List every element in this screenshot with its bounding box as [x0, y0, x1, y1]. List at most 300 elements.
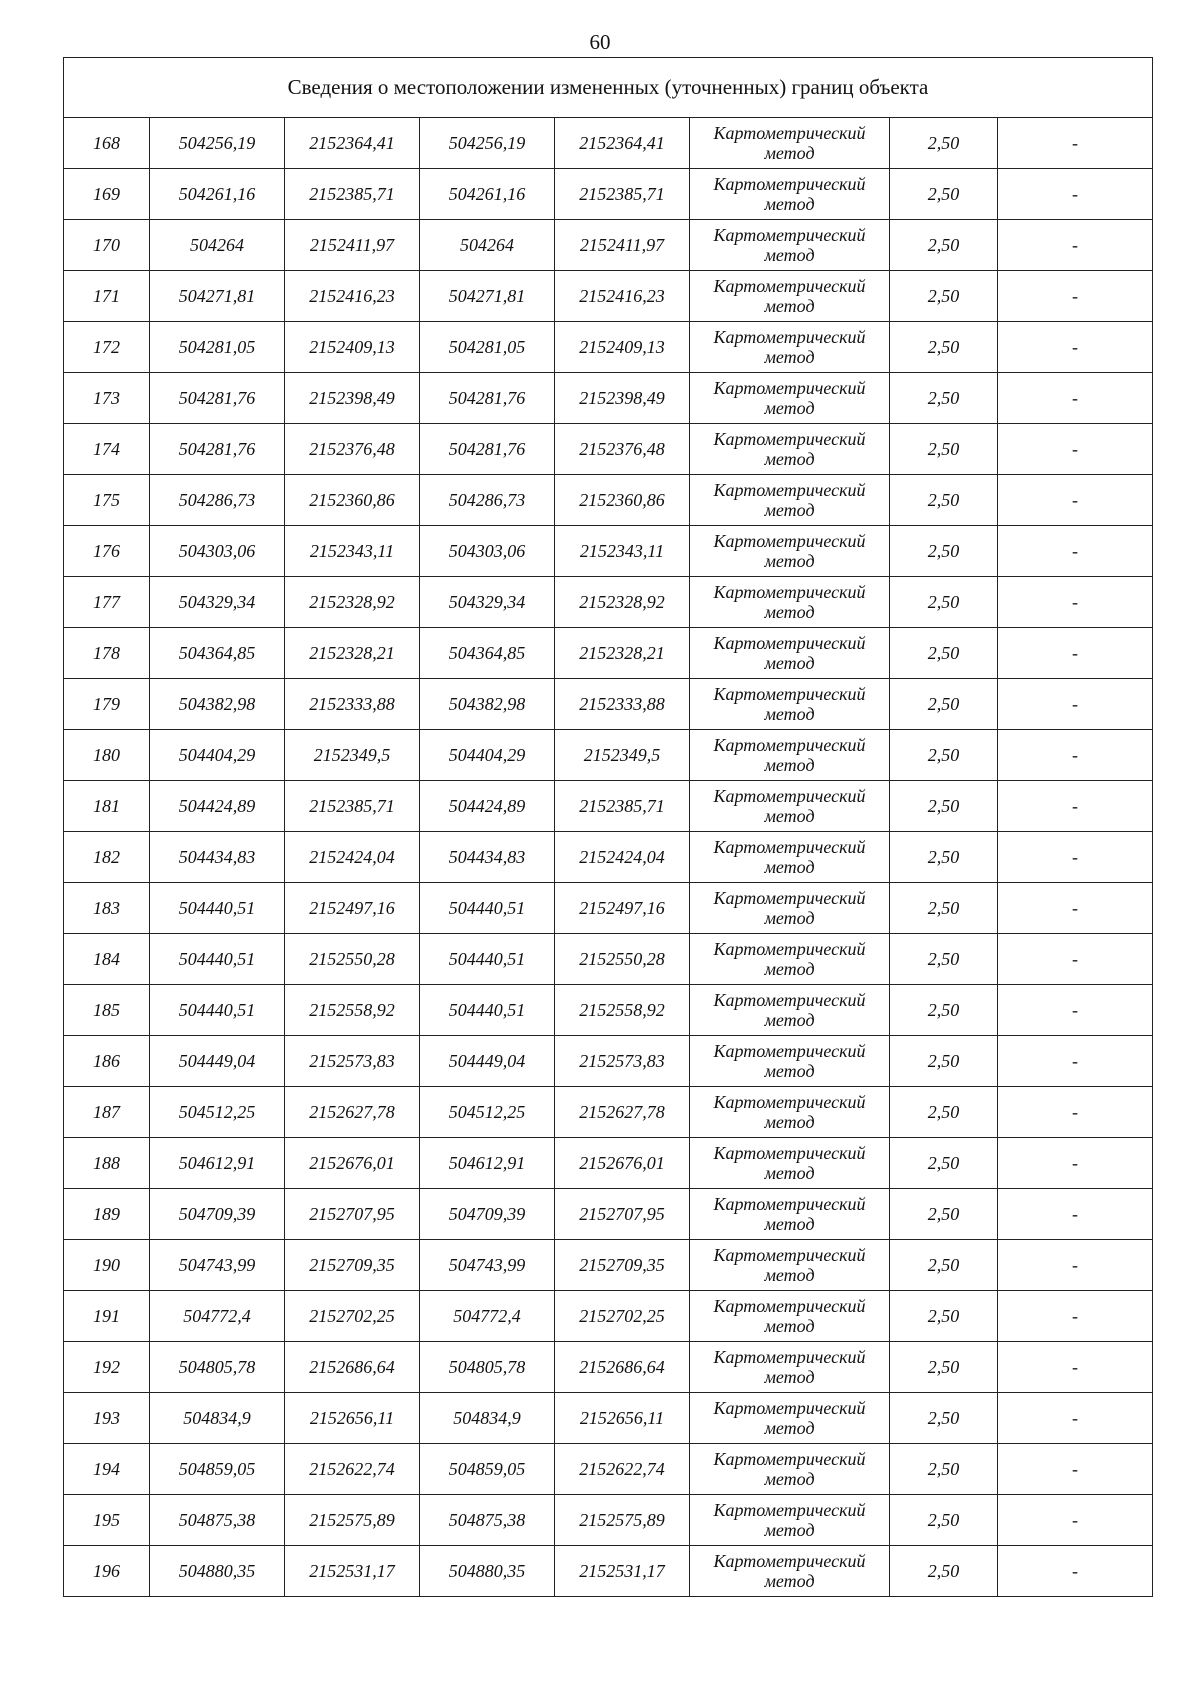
point-number-cell: 170 — [64, 220, 150, 271]
point-number-cell: 179 — [64, 679, 150, 730]
point-number-cell: 186 — [64, 1036, 150, 1087]
accuracy-cell: 2,50 — [890, 1393, 998, 1444]
table-row — [64, 985, 1153, 1036]
x-coordinate-existing-cell: 504709,39 — [150, 1189, 285, 1240]
coordinates-table — [63, 57, 1153, 1597]
table-row — [64, 934, 1153, 985]
x-coordinate-existing-cell: 504281,05 — [150, 322, 285, 373]
accuracy-cell: 2,50 — [890, 883, 998, 934]
accuracy-cell: 2,50 — [890, 424, 998, 475]
x-coordinate-refined-cell: 504772,4 — [420, 1291, 555, 1342]
method-cell — [690, 322, 890, 373]
method-line-1: Картометрический — [713, 990, 866, 1010]
accuracy-cell: 2,50 — [890, 169, 998, 220]
x-coordinate-refined-cell: 504281,76 — [420, 373, 555, 424]
accuracy-cell: 2,50 — [890, 373, 998, 424]
x-coordinate-existing-cell: 504859,05 — [150, 1444, 285, 1495]
y-coordinate-existing-cell: 2152709,35 — [285, 1240, 420, 1291]
accuracy-cell: 2,50 — [890, 1240, 998, 1291]
note-cell: - — [998, 1444, 1153, 1495]
method-line-1: Картометрический — [713, 939, 866, 959]
method-cell — [690, 1393, 890, 1444]
accuracy-cell: 2,50 — [890, 1291, 998, 1342]
note-cell: - — [998, 1087, 1153, 1138]
table-row — [64, 883, 1153, 934]
x-coordinate-refined-cell: 504281,05 — [420, 322, 555, 373]
x-coordinate-refined-cell: 504440,51 — [420, 934, 555, 985]
method-line-2: метод — [764, 1163, 815, 1183]
y-coordinate-refined-cell: 2152424,04 — [555, 832, 690, 883]
table-row — [64, 169, 1153, 220]
y-coordinate-existing-cell: 2152328,92 — [285, 577, 420, 628]
method-line-1: Картометрический — [713, 1143, 866, 1163]
note-cell: - — [998, 730, 1153, 781]
method-cell — [690, 526, 890, 577]
y-coordinate-existing-cell: 2152702,25 — [285, 1291, 420, 1342]
note-cell: - — [998, 322, 1153, 373]
point-number-cell: 183 — [64, 883, 150, 934]
y-coordinate-refined-cell: 2152622,74 — [555, 1444, 690, 1495]
method-cell — [690, 169, 890, 220]
table-row — [64, 118, 1153, 169]
y-coordinate-existing-cell: 2152550,28 — [285, 934, 420, 985]
x-coordinate-refined-cell: 504382,98 — [420, 679, 555, 730]
point-number-cell: 174 — [64, 424, 150, 475]
table-row — [64, 1342, 1153, 1393]
method-line-1: Картометрический — [713, 1194, 866, 1214]
table-row — [64, 1291, 1153, 1342]
y-coordinate-refined-cell: 2152676,01 — [555, 1138, 690, 1189]
note-cell: - — [998, 220, 1153, 271]
x-coordinate-existing-cell: 504512,25 — [150, 1087, 285, 1138]
x-coordinate-existing-cell: 504424,89 — [150, 781, 285, 832]
table-row — [64, 322, 1153, 373]
table-row — [64, 679, 1153, 730]
note-cell: - — [998, 424, 1153, 475]
method-line-2: метод — [764, 1520, 815, 1540]
y-coordinate-refined-cell: 2152385,71 — [555, 781, 690, 832]
method-line-2: метод — [764, 959, 815, 979]
method-line-2: метод — [764, 1418, 815, 1438]
table-row — [64, 1393, 1153, 1444]
x-coordinate-refined-cell: 504449,04 — [420, 1036, 555, 1087]
y-coordinate-existing-cell: 2152364,41 — [285, 118, 420, 169]
point-number-cell: 194 — [64, 1444, 150, 1495]
x-coordinate-refined-cell: 504286,73 — [420, 475, 555, 526]
x-coordinate-refined-cell: 504512,25 — [420, 1087, 555, 1138]
method-line-2: метод — [764, 449, 815, 469]
note-cell: - — [998, 1240, 1153, 1291]
method-line-1: Картометрический — [713, 888, 866, 908]
table-row — [64, 1189, 1153, 1240]
method-cell — [690, 883, 890, 934]
note-cell: - — [998, 985, 1153, 1036]
x-coordinate-existing-cell: 504281,76 — [150, 373, 285, 424]
accuracy-cell: 2,50 — [890, 628, 998, 679]
y-coordinate-existing-cell: 2152349,5 — [285, 730, 420, 781]
x-coordinate-existing-cell: 504440,51 — [150, 934, 285, 985]
method-cell — [690, 1495, 890, 1546]
x-coordinate-existing-cell: 504434,83 — [150, 832, 285, 883]
y-coordinate-refined-cell: 2152416,23 — [555, 271, 690, 322]
method-line-2: метод — [764, 1316, 815, 1336]
y-coordinate-refined-cell: 2152385,71 — [555, 169, 690, 220]
table-row — [64, 781, 1153, 832]
method-line-1: Картометрический — [713, 837, 866, 857]
note-cell: - — [998, 1546, 1153, 1597]
method-cell — [690, 1036, 890, 1087]
method-line-2: метод — [764, 1367, 815, 1387]
x-coordinate-existing-cell: 504805,78 — [150, 1342, 285, 1393]
method-line-2: метод — [764, 602, 815, 622]
accuracy-cell: 2,50 — [890, 1189, 998, 1240]
x-coordinate-existing-cell: 504271,81 — [150, 271, 285, 322]
y-coordinate-existing-cell: 2152385,71 — [285, 781, 420, 832]
y-coordinate-refined-cell: 2152627,78 — [555, 1087, 690, 1138]
note-cell: - — [998, 1342, 1153, 1393]
y-coordinate-existing-cell: 2152531,17 — [285, 1546, 420, 1597]
accuracy-cell: 2,50 — [890, 781, 998, 832]
method-line-1: Картометрический — [713, 633, 866, 653]
x-coordinate-existing-cell: 504743,99 — [150, 1240, 285, 1291]
table-row — [64, 1240, 1153, 1291]
note-cell: - — [998, 526, 1153, 577]
method-cell — [690, 373, 890, 424]
accuracy-cell: 2,50 — [890, 985, 998, 1036]
point-number-cell: 189 — [64, 1189, 150, 1240]
method-line-1: Картометрический — [713, 735, 866, 755]
table-row — [64, 730, 1153, 781]
table-title-row — [64, 58, 1153, 118]
x-coordinate-existing-cell: 504880,35 — [150, 1546, 285, 1597]
method-line-2: метод — [764, 398, 815, 418]
point-number-cell: 196 — [64, 1546, 150, 1597]
y-coordinate-refined-cell: 2152398,49 — [555, 373, 690, 424]
table-row — [64, 1546, 1153, 1597]
point-number-cell: 169 — [64, 169, 150, 220]
method-line-2: метод — [764, 551, 815, 571]
x-coordinate-existing-cell: 504364,85 — [150, 628, 285, 679]
accuracy-cell: 2,50 — [890, 220, 998, 271]
x-coordinate-existing-cell: 504264 — [150, 220, 285, 271]
method-line-1: Картометрический — [713, 327, 866, 347]
accuracy-cell: 2,50 — [890, 934, 998, 985]
x-coordinate-refined-cell: 504805,78 — [420, 1342, 555, 1393]
method-cell — [690, 985, 890, 1036]
method-line-1: Картометрический — [713, 1347, 866, 1367]
method-cell — [690, 475, 890, 526]
y-coordinate-existing-cell: 2152573,83 — [285, 1036, 420, 1087]
y-coordinate-refined-cell: 2152686,64 — [555, 1342, 690, 1393]
note-cell: - — [998, 373, 1153, 424]
table-row — [64, 220, 1153, 271]
method-line-2: метод — [764, 908, 815, 928]
method-line-2: метод — [764, 296, 815, 316]
method-line-1: Картометрический — [713, 1245, 866, 1265]
method-cell — [690, 577, 890, 628]
method-line-1: Картометрический — [713, 123, 866, 143]
y-coordinate-existing-cell: 2152558,92 — [285, 985, 420, 1036]
method-line-1: Картометрический — [713, 429, 866, 449]
note-cell: - — [998, 628, 1153, 679]
method-line-1: Картометрический — [713, 1041, 866, 1061]
x-coordinate-refined-cell: 504834,9 — [420, 1393, 555, 1444]
method-line-1: Картометрический — [713, 582, 866, 602]
accuracy-cell: 2,50 — [890, 1036, 998, 1087]
y-coordinate-refined-cell: 2152333,88 — [555, 679, 690, 730]
method-line-2: метод — [764, 1061, 815, 1081]
y-coordinate-refined-cell: 2152328,92 — [555, 577, 690, 628]
method-line-2: метод — [764, 1010, 815, 1030]
method-line-2: метод — [764, 857, 815, 877]
point-number-cell: 176 — [64, 526, 150, 577]
accuracy-cell: 2,50 — [890, 271, 998, 322]
x-coordinate-refined-cell: 504743,99 — [420, 1240, 555, 1291]
method-cell — [690, 1444, 890, 1495]
point-number-cell: 195 — [64, 1495, 150, 1546]
method-line-2: метод — [764, 245, 815, 265]
table-row — [64, 1495, 1153, 1546]
x-coordinate-refined-cell: 504859,05 — [420, 1444, 555, 1495]
y-coordinate-existing-cell: 2152627,78 — [285, 1087, 420, 1138]
x-coordinate-refined-cell: 504880,35 — [420, 1546, 555, 1597]
y-coordinate-refined-cell: 2152328,21 — [555, 628, 690, 679]
y-coordinate-refined-cell: 2152573,83 — [555, 1036, 690, 1087]
y-coordinate-existing-cell: 2152416,23 — [285, 271, 420, 322]
note-cell: - — [998, 577, 1153, 628]
point-number-cell: 192 — [64, 1342, 150, 1393]
note-cell: - — [998, 1393, 1153, 1444]
point-number-cell: 188 — [64, 1138, 150, 1189]
point-number-cell: 177 — [64, 577, 150, 628]
table-row — [64, 1036, 1153, 1087]
method-cell — [690, 628, 890, 679]
table-row — [64, 1444, 1153, 1495]
x-coordinate-refined-cell: 504264 — [420, 220, 555, 271]
method-cell — [690, 1138, 890, 1189]
y-coordinate-existing-cell: 2152333,88 — [285, 679, 420, 730]
y-coordinate-existing-cell: 2152409,13 — [285, 322, 420, 373]
x-coordinate-refined-cell: 504709,39 — [420, 1189, 555, 1240]
y-coordinate-existing-cell: 2152385,71 — [285, 169, 420, 220]
point-number-cell: 172 — [64, 322, 150, 373]
point-number-cell: 193 — [64, 1393, 150, 1444]
method-line-2: метод — [764, 806, 815, 826]
accuracy-cell: 2,50 — [890, 1138, 998, 1189]
method-cell — [690, 118, 890, 169]
x-coordinate-refined-cell: 504364,85 — [420, 628, 555, 679]
table-row — [64, 628, 1153, 679]
method-line-1: Картометрический — [713, 1398, 866, 1418]
x-coordinate-existing-cell: 504772,4 — [150, 1291, 285, 1342]
method-line-2: метод — [764, 1214, 815, 1234]
y-coordinate-refined-cell: 2152409,13 — [555, 322, 690, 373]
y-coordinate-existing-cell: 2152376,48 — [285, 424, 420, 475]
table-row — [64, 424, 1153, 475]
x-coordinate-existing-cell: 504303,06 — [150, 526, 285, 577]
method-line-1: Картометрический — [713, 1296, 866, 1316]
point-number-cell: 181 — [64, 781, 150, 832]
method-line-1: Картометрический — [713, 174, 866, 194]
point-number-cell: 185 — [64, 985, 150, 1036]
x-coordinate-existing-cell: 504834,9 — [150, 1393, 285, 1444]
table-row — [64, 271, 1153, 322]
point-number-cell: 191 — [64, 1291, 150, 1342]
y-coordinate-existing-cell: 2152424,04 — [285, 832, 420, 883]
point-number-cell: 171 — [64, 271, 150, 322]
method-cell — [690, 1546, 890, 1597]
x-coordinate-refined-cell: 504404,29 — [420, 730, 555, 781]
y-coordinate-refined-cell: 2152575,89 — [555, 1495, 690, 1546]
method-line-1: Картометрический — [713, 480, 866, 500]
x-coordinate-existing-cell: 504329,34 — [150, 577, 285, 628]
method-line-1: Картометрический — [713, 1449, 866, 1469]
x-coordinate-refined-cell: 504434,83 — [420, 832, 555, 883]
x-coordinate-existing-cell: 504404,29 — [150, 730, 285, 781]
y-coordinate-existing-cell: 2152656,11 — [285, 1393, 420, 1444]
accuracy-cell: 2,50 — [890, 526, 998, 577]
note-cell: - — [998, 475, 1153, 526]
method-cell — [690, 1189, 890, 1240]
x-coordinate-refined-cell: 504329,34 — [420, 577, 555, 628]
y-coordinate-refined-cell: 2152343,11 — [555, 526, 690, 577]
y-coordinate-refined-cell: 2152702,25 — [555, 1291, 690, 1342]
method-cell — [690, 220, 890, 271]
y-coordinate-refined-cell: 2152709,35 — [555, 1240, 690, 1291]
y-coordinate-existing-cell: 2152686,64 — [285, 1342, 420, 1393]
table-row — [64, 1138, 1153, 1189]
method-cell — [690, 781, 890, 832]
x-coordinate-refined-cell: 504612,91 — [420, 1138, 555, 1189]
note-cell: - — [998, 1189, 1153, 1240]
point-number-cell: 187 — [64, 1087, 150, 1138]
table-row — [64, 577, 1153, 628]
accuracy-cell: 2,50 — [890, 832, 998, 883]
method-line-1: Картометрический — [713, 531, 866, 551]
point-number-cell: 168 — [64, 118, 150, 169]
method-line-1: Картометрический — [713, 378, 866, 398]
x-coordinate-existing-cell: 504449,04 — [150, 1036, 285, 1087]
x-coordinate-refined-cell: 504440,51 — [420, 883, 555, 934]
y-coordinate-existing-cell: 2152676,01 — [285, 1138, 420, 1189]
method-line-1: Картометрический — [713, 225, 866, 245]
note-cell: - — [998, 781, 1153, 832]
table-row — [64, 475, 1153, 526]
page-number: 60 — [589, 30, 611, 54]
x-coordinate-refined-cell: 504424,89 — [420, 781, 555, 832]
method-line-2: метод — [764, 704, 815, 724]
method-cell — [690, 934, 890, 985]
method-cell — [690, 271, 890, 322]
point-number-cell: 175 — [64, 475, 150, 526]
y-coordinate-existing-cell: 2152707,95 — [285, 1189, 420, 1240]
x-coordinate-existing-cell: 504382,98 — [150, 679, 285, 730]
point-number-cell: 184 — [64, 934, 150, 985]
x-coordinate-existing-cell: 504256,19 — [150, 118, 285, 169]
table-title: Сведения о местоположении измененных (уточненных) границ объекта — [64, 58, 1153, 118]
note-cell: - — [998, 883, 1153, 934]
method-cell — [690, 1240, 890, 1291]
accuracy-cell: 2,50 — [890, 1495, 998, 1546]
note-cell: - — [998, 1036, 1153, 1087]
method-line-1: Картометрический — [713, 276, 866, 296]
method-cell — [690, 1291, 890, 1342]
table-row — [64, 1087, 1153, 1138]
x-coordinate-existing-cell: 504261,16 — [150, 169, 285, 220]
note-cell: - — [998, 679, 1153, 730]
x-coordinate-existing-cell: 504612,91 — [150, 1138, 285, 1189]
y-coordinate-refined-cell: 2152497,16 — [555, 883, 690, 934]
point-number-cell: 182 — [64, 832, 150, 883]
method-line-1: Картометрический — [713, 786, 866, 806]
method-line-1: Картометрический — [713, 1500, 866, 1520]
note-cell: - — [998, 118, 1153, 169]
accuracy-cell: 2,50 — [890, 1087, 998, 1138]
method-line-2: метод — [764, 143, 815, 163]
method-line-2: метод — [764, 755, 815, 775]
method-cell — [690, 424, 890, 475]
point-number-cell: 178 — [64, 628, 150, 679]
method-cell — [690, 679, 890, 730]
method-line-2: метод — [764, 347, 815, 367]
y-coordinate-refined-cell: 2152550,28 — [555, 934, 690, 985]
note-cell: - — [998, 169, 1153, 220]
note-cell: - — [998, 271, 1153, 322]
y-coordinate-refined-cell: 2152531,17 — [555, 1546, 690, 1597]
accuracy-cell: 2,50 — [890, 475, 998, 526]
method-line-2: метод — [764, 1469, 815, 1489]
method-line-2: метод — [764, 1265, 815, 1285]
y-coordinate-existing-cell: 2152411,97 — [285, 220, 420, 271]
method-line-1: Картометрический — [713, 684, 866, 704]
y-coordinate-existing-cell: 2152497,16 — [285, 883, 420, 934]
accuracy-cell: 2,50 — [890, 679, 998, 730]
accuracy-cell: 2,50 — [890, 322, 998, 373]
accuracy-cell: 2,50 — [890, 577, 998, 628]
method-cell — [690, 1087, 890, 1138]
accuracy-cell: 2,50 — [890, 730, 998, 781]
y-coordinate-refined-cell: 2152364,41 — [555, 118, 690, 169]
table-row — [64, 373, 1153, 424]
accuracy-cell: 2,50 — [890, 1342, 998, 1393]
y-coordinate-refined-cell: 2152558,92 — [555, 985, 690, 1036]
accuracy-cell: 2,50 — [890, 1546, 998, 1597]
note-cell: - — [998, 1291, 1153, 1342]
y-coordinate-refined-cell: 2152349,5 — [555, 730, 690, 781]
table-row — [64, 832, 1153, 883]
x-coordinate-refined-cell: 504256,19 — [420, 118, 555, 169]
y-coordinate-existing-cell: 2152328,21 — [285, 628, 420, 679]
y-coordinate-existing-cell: 2152575,89 — [285, 1495, 420, 1546]
note-cell: - — [998, 1495, 1153, 1546]
y-coordinate-refined-cell: 2152376,48 — [555, 424, 690, 475]
method-cell — [690, 730, 890, 781]
y-coordinate-refined-cell: 2152707,95 — [555, 1189, 690, 1240]
table-row — [64, 526, 1153, 577]
note-cell: - — [998, 832, 1153, 883]
x-coordinate-existing-cell: 504286,73 — [150, 475, 285, 526]
x-coordinate-refined-cell: 504303,06 — [420, 526, 555, 577]
x-coordinate-existing-cell: 504440,51 — [150, 985, 285, 1036]
x-coordinate-refined-cell: 504875,38 — [420, 1495, 555, 1546]
x-coordinate-existing-cell: 504440,51 — [150, 883, 285, 934]
method-line-2: метод — [764, 194, 815, 214]
y-coordinate-existing-cell: 2152622,74 — [285, 1444, 420, 1495]
y-coordinate-existing-cell: 2152343,11 — [285, 526, 420, 577]
x-coordinate-refined-cell: 504281,76 — [420, 424, 555, 475]
method-line-2: метод — [764, 500, 815, 520]
accuracy-cell: 2,50 — [890, 1444, 998, 1495]
